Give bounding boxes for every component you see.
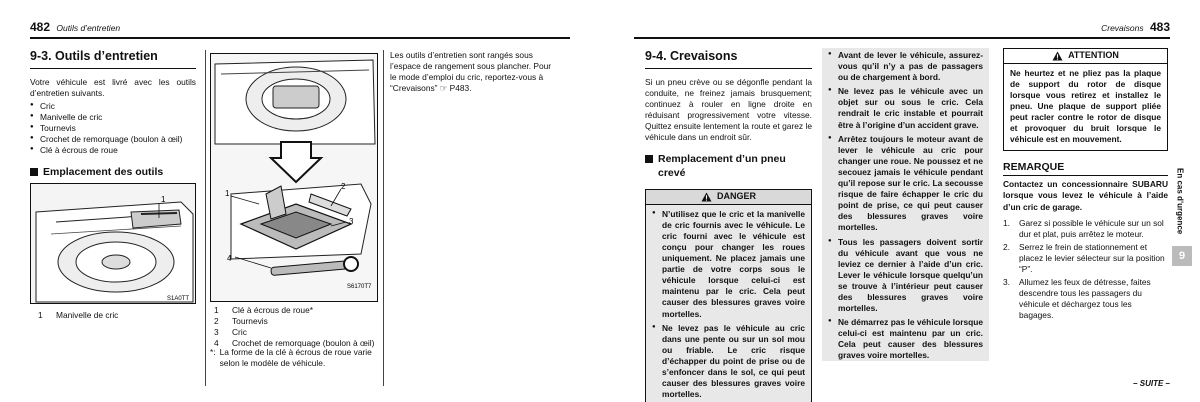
legend-text: Crochet de remorquage (boulon à œil) — [232, 338, 375, 349]
step-num: 3. — [1003, 277, 1010, 288]
list-item: ● N’utilisez que le cric et la manivelle de cric fournis avec le véhicule. Le cric fourni avec le véhicule est conçu pour changer les roues uniquement. Ne placez jamais une partie de votre corps sous le véhicule lorsque celui-ci est maintenu par le cric. Cela peut causer des blessures graves voire mortelles. — [652, 209, 805, 320]
legend-num: 1 — [38, 310, 43, 320]
replace-tire-heading — [645, 153, 812, 181]
list-item — [1003, 277, 1168, 321]
left-section-title: Outils d’entretien — [56, 23, 121, 33]
column-divider — [205, 50, 206, 386]
fig1-legend — [38, 310, 118, 321]
attention-banner — [1004, 49, 1167, 64]
footnote-mark: *: — [210, 347, 216, 357]
legend-num: 3 — [214, 327, 219, 338]
footnote-text: La forme de la clé à écrous de roue varie selon le modèle de véhicule. — [219, 347, 372, 369]
steps-list — [1003, 218, 1168, 322]
legend-num: 1 — [214, 305, 219, 315]
attention-label: ATTENTION — [1068, 50, 1119, 60]
footnote — [210, 347, 382, 369]
step-text: Garez si possible le véhicule sur un sol dur et plat, puis arrêtez le moteur. — [1019, 217, 1164, 239]
fig2-callout-3: 3 — [349, 217, 354, 226]
list-item: ● Tous les passagers doivent sortir du véhicule avant que vous ne leviez ce dernier à l’aide d’un cric. Lever le véhicule lorsque quelqu’un se trouve à l’intérieur peut causer des blessures graves voire mortelles. — [828, 237, 983, 315]
danger-box — [645, 189, 812, 402]
list-item: ● Cric — [30, 101, 196, 112]
step-num: 1. — [1003, 217, 1010, 228]
list-item: ● Manivelle de cric — [30, 112, 196, 123]
fig1-code: S1A0TT — [167, 296, 190, 302]
tools-intro: Votre véhicule est livré avec les outils d’entretien suivants. — [30, 76, 196, 98]
fig2-callout-2: 2 — [341, 182, 346, 191]
legend-text: Cric — [232, 327, 247, 338]
figure-tool-location — [210, 53, 378, 302]
chapter-side-label: En cas d’urgence — [1175, 168, 1185, 235]
warning-triangle-icon — [1052, 51, 1063, 61]
left-header-rule — [30, 37, 570, 39]
attention-text: Ne heurtez et ne pliez pas la plaque de support du rotor de disque lorsque vous retirez et installez le pneu. Une plaque de support pliée peut racler contre le rotor de disque et provoquer du bruit lorsque le véhicule est en mouvement. — [1010, 67, 1161, 145]
step-num: 2. — [1003, 241, 1010, 252]
fig2-legend — [214, 305, 374, 349]
fig2-code: S6170T7 — [347, 284, 372, 290]
danger-banner — [646, 190, 811, 205]
square-bullet-icon — [30, 168, 38, 176]
flat-tire-heading: 9-4. Crevaisons — [645, 48, 812, 69]
list-item: ● Arrêtez toujours le moteur avant de lever le véhicule au cric pour changer une roue. Ne poussez et ne secouez jamais le véhicule pendant qu’il repose sur le cric. La secousse risque de faire échapper le cric du point de prise, ce qui peut causer des blessures graves voire mortelles. — [828, 134, 983, 234]
right-header-rule — [634, 37, 1170, 39]
tools-location-heading — [30, 166, 196, 180]
danger-label: DANGER — [716, 190, 756, 201]
tools-heading: 9-3. Outils d’entretien — [30, 48, 196, 69]
list-item: ● Ne démarrez pas le véhicule lorsque celui-ci est maintenu par un cric. Cela peut causer des blessures graves voire mortelles. — [828, 317, 983, 361]
left-page-number: 482 — [30, 20, 51, 34]
fig2-callout-1: 1 — [225, 189, 230, 198]
figure-jack-handle — [30, 183, 196, 304]
tools-illustration — [211, 54, 378, 302]
list-item — [1003, 242, 1168, 275]
continued-label: – SUITE – — [1133, 379, 1170, 388]
legend-text: Manivelle de cric — [56, 310, 119, 320]
trunk-illustration — [31, 184, 196, 304]
legend-text: Clé à écrous de roue* — [232, 305, 314, 315]
list-item: ● Ne levez pas le véhicule au cric dans une pente ou sur un sol mou ou friable. Le cric risque d’échapper du point de prise ou de s’enfoncer dans le sol, ce qui peut causer des blessures graves voire mortelles. — [652, 323, 805, 401]
list-item: ● Crochet de remorquage (boulon à œil) — [30, 134, 196, 145]
chapter-tab: 9 — [1172, 246, 1192, 266]
danger-list-continued — [828, 50, 983, 362]
list-item: ● Ne levez pas le véhicule avec un objet sur ou sous le cric. Cela rendrait le cric instable et pourrait être à l’origine d’un accident grave. — [828, 86, 983, 130]
storage-text: Les outils d’entretien sont rangés sous l’espace de rangement sous plancher. Pour le mode d’emploi du cric, reportez-vous à “Crevaisons” ☞ P483. — [390, 50, 552, 94]
right-column-1 — [645, 48, 812, 402]
tools-list — [30, 101, 196, 156]
fig1-callout: 1 — [161, 195, 166, 204]
left-column-1 — [30, 48, 196, 180]
danger-list — [646, 205, 811, 401]
replace-tire-label: Remplacement d’un pneu crevé — [658, 153, 786, 179]
left-page-header — [30, 20, 120, 36]
right-section-title: Crevaisons — [1101, 23, 1144, 33]
square-bullet-icon — [645, 155, 653, 163]
danger-continuation — [822, 48, 989, 361]
step-text: Allumez les feux de détresse, faites descendre tous les passagers du véhicule et déchargez tous les bagages. — [1019, 277, 1151, 321]
legend-num: 4 — [214, 338, 219, 349]
right-page-number: 483 — [1149, 20, 1170, 34]
legend-text: Tournevis — [232, 316, 268, 327]
right-page-header — [1101, 20, 1170, 36]
step-text: Serrez le frein de stationnement et placez le levier sélecteur sur la position “P”. — [1019, 241, 1165, 275]
flat-tire-intro: Si un pneu crève ou se dégonfle pendant la conduite, ne freinez jamais brusquement; continuez à rouler en ligne droite en réduisant progressivement votre vitesse. Quittez ensuite lentement la route et garez le véhicule dans un endroit sûr. — [645, 76, 812, 142]
legend-num: 2 — [214, 316, 219, 327]
tools-location-label: Emplacement des outils — [43, 166, 164, 179]
right-column-3 — [1003, 48, 1168, 324]
remarque-heading: REMARQUE — [1003, 161, 1168, 177]
list-item: ● Tournevis — [30, 123, 196, 134]
fig2-callout-4: 4 — [227, 254, 232, 263]
list-item: ● Clé à écrous de roue — [30, 145, 196, 156]
remarque-text: Contactez un concessionnaire SUBARU lorsque vous levez le véhicule à l’aide d’un cric de garage. — [1003, 179, 1168, 212]
warning-triangle-icon — [701, 192, 712, 202]
list-item: ● Avant de lever le véhicule, assurez-vous qu’il n’y a pas de passagers ou de chargement à bord. — [828, 50, 983, 83]
attention-box — [1003, 48, 1168, 151]
column-divider — [383, 50, 384, 386]
list-item — [1003, 218, 1168, 240]
